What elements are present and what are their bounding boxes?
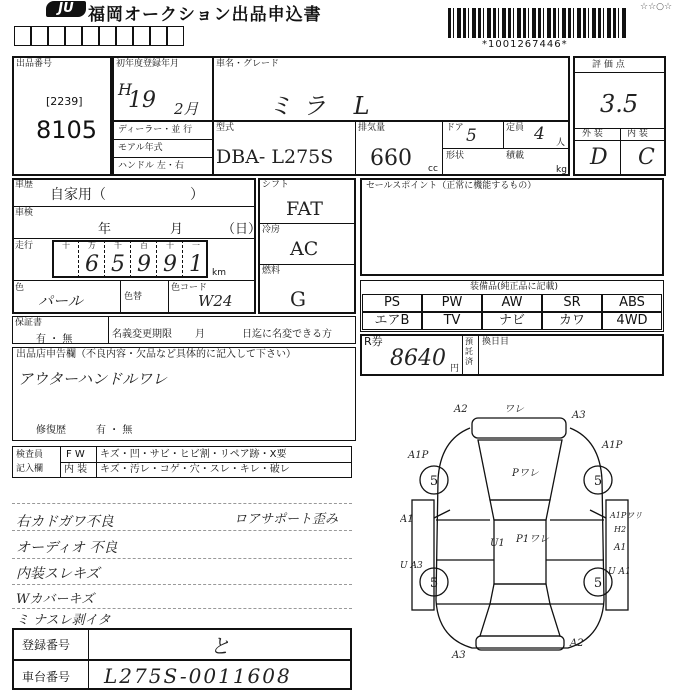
recycle-unit: 円 [450, 364, 460, 374]
color-code-label: 色コード [171, 283, 208, 293]
color-label: 色 [15, 283, 25, 293]
mark-roof: U1 [490, 538, 505, 549]
fuel-label: 燃料 [262, 266, 281, 276]
interior-label: 内 装 [627, 129, 648, 139]
inspector-note-1: 右カドガワ不良 [16, 514, 114, 530]
equipment-item: PW [422, 294, 482, 312]
recycle-value: 8640 [390, 346, 446, 371]
color-code-value: W24 [198, 292, 233, 310]
top-entry-box [14, 26, 31, 46]
first-reg-month: 2月 [174, 100, 199, 118]
capacity-label: 定員 [506, 123, 525, 133]
ac-value: AC [290, 238, 319, 260]
top-entry-box [99, 26, 116, 46]
load-label: 積載 [506, 151, 525, 161]
mileage-digit-label: 十 [62, 241, 70, 250]
capacity-value: 4 [534, 124, 545, 144]
exterior-label: 外 装 [582, 129, 603, 139]
repair-value: 有 ・ 無 [96, 425, 133, 436]
inspection-year: 年 [98, 222, 112, 237]
mileage-digit: 6 [85, 252, 99, 277]
dealer-label: ディーラー・並 行 [118, 125, 193, 135]
auction-logo: JU [46, 1, 86, 17]
shape-label: 形状 [446, 151, 465, 161]
lot-number: 8105 [36, 116, 98, 144]
first-reg-label: 初年度登録年月 [116, 59, 180, 69]
mark-bottom-right: A2 [570, 638, 584, 649]
mark-right-rear: U A1 [608, 567, 631, 577]
car-name-label: 車名・グレード [216, 59, 280, 69]
mark-top-left: A2 [454, 404, 468, 415]
warranty-expiry-label: 名義変更期限 [112, 329, 172, 340]
evaluation-score: 3.5 [600, 90, 639, 118]
mileage-digit: 5 [111, 252, 125, 277]
load-unit: kg [556, 165, 567, 175]
mark-left-side: A1 [400, 514, 414, 525]
report-note: アウターハンドルワレ [18, 370, 168, 388]
equipment-item: TV [422, 312, 482, 330]
equipment-label: 装備品(純正品に記載) [470, 282, 559, 292]
mark-right-front: A1P [602, 440, 623, 451]
mileage-digit-label: 千 [114, 241, 122, 250]
registration-value: と [210, 634, 230, 658]
model-label: 型式 [216, 123, 235, 133]
mileage-digit: 1 [189, 252, 203, 277]
report-label: 出品店申告欄（不良内容・欠品など具体的に記入して下さい） [16, 349, 296, 360]
recycle-deposit-label: 預託済 [465, 337, 473, 366]
inspector-label-1: 検査員 [16, 450, 44, 460]
inspector-note-3: オーディオ 不良 [16, 540, 118, 556]
registration-label: 登録番号 [22, 638, 71, 652]
equipment-item: SR [542, 294, 602, 312]
displacement-unit: cc [428, 164, 438, 174]
mark-hood: Pワレ [512, 468, 539, 479]
inspector-row2-text: キズ・汚レ・コゲ・穴・スレ・キレ・破レ [100, 464, 290, 475]
form-title: 福岡オークション出品申込書 [88, 5, 322, 25]
chassis-label: 車台番号 [22, 670, 71, 684]
mark-left-rear: U A3 [400, 561, 423, 571]
tire-front-right: 5 [593, 474, 603, 489]
displacement-value: 660 [370, 146, 412, 171]
equipment-item: PS [362, 294, 422, 312]
equipment-item: ABS [602, 294, 662, 312]
capacity-unit: 人 [556, 138, 566, 148]
tire-rear-left: 5 [429, 576, 439, 591]
mark-top-center: ワレ [504, 404, 524, 415]
inspector-note-2: ロアサポート歪み [234, 512, 339, 527]
warranty-month: 月 [195, 329, 205, 340]
top-entry-box [65, 26, 82, 46]
top-entry-box [116, 26, 133, 46]
top-entry-box [31, 26, 48, 46]
mark-roof-b: P1ワレ [516, 534, 550, 545]
recycle-transfer-label: 換日目 [482, 337, 510, 347]
model-year-label: モアル年式 [118, 143, 163, 153]
warranty-yes-no: 有 ・ 無 [36, 334, 73, 345]
mark-bottom-left: A3 [452, 650, 466, 661]
mileage-digit: 9 [137, 252, 151, 277]
fuel-value: G [290, 287, 306, 311]
first-reg-era: H [118, 80, 132, 99]
interior-grade: C [638, 145, 655, 170]
top-entry-box [133, 26, 150, 46]
equipment-item: カワ [542, 312, 602, 330]
mark-right-side-c: A1 [614, 543, 627, 553]
usage-value: 自家用（ ） [50, 187, 204, 203]
top-entry-box [150, 26, 167, 46]
top-entry-box [48, 26, 65, 46]
mileage-unit: km [212, 268, 226, 278]
equipment-item: ナビ [482, 312, 542, 330]
tire-rear-right: 5 [593, 576, 603, 591]
inspector-interior: 内 装 [64, 464, 88, 475]
top-entry-box [82, 26, 99, 46]
shift-value: FAT [286, 198, 323, 220]
car-name-value: ミラ L [268, 92, 380, 120]
tire-front-left: 5 [429, 474, 439, 489]
first-reg-year: 19 [128, 88, 156, 113]
mileage-digit-label: 一 [192, 241, 200, 250]
top-entry-box [167, 26, 184, 46]
doors-value: 5 [466, 126, 477, 146]
car-damage-diagram [400, 400, 650, 670]
mark-right-side-a: A1Pワリ [610, 511, 643, 520]
barcode-number: *1001267446* [482, 39, 568, 50]
mark-right-side-b: H2 [614, 525, 627, 534]
inspection-day: （日） [222, 222, 262, 237]
inspection-month: 月 [170, 222, 184, 237]
mark-left-front: A1P [408, 450, 429, 461]
inspector-row1-text: キズ・凹・サビ・ヒビ割・リペア跡・X要 [100, 449, 287, 460]
mileage-digit-label: 十 [166, 241, 174, 250]
recycle-label: R券 [364, 335, 383, 348]
equipment-item: エアB [362, 312, 422, 330]
lot-number-label: 出品番号 [16, 59, 53, 69]
color-value: パール [38, 292, 83, 310]
repair-label: 修復歴 [36, 425, 66, 436]
mileage-digit: 9 [163, 252, 177, 277]
inspector-note-5: Wカバーキズ [16, 592, 95, 607]
warranty-ready-label: 日迄に名変できる方 [242, 329, 332, 340]
doors-label: ドア [446, 123, 464, 133]
mileage-digit-label: 万 [88, 241, 96, 250]
sales-point-box [360, 178, 664, 276]
usage-label: 車歴 [15, 180, 34, 190]
mileage-digit-label: 百 [140, 241, 148, 250]
color-change-label: 色替 [124, 292, 143, 302]
handle-label: ハンドル 左・右 [118, 161, 184, 171]
inspector-label-2: 記入欄 [16, 464, 44, 474]
shift-label: シフト [262, 180, 290, 190]
corner-mark: ☆☆○☆ [640, 2, 673, 12]
equipment-item: 4WD [602, 312, 662, 330]
sales-point-label: セールスポイント（正常に機能するもの） [366, 181, 537, 191]
displacement-label: 排気量 [358, 123, 386, 133]
inspector-note-4: 内装スレキズ [16, 566, 100, 582]
lot-bracket-number: [2239] [46, 95, 83, 108]
equipment-item: AW [482, 294, 542, 312]
warranty-label: 保証書 [15, 318, 43, 328]
evaluation-label: 評 価 点 [592, 60, 625, 70]
exterior-grade: D [590, 145, 608, 170]
ac-label: 冷房 [262, 225, 281, 235]
chassis-value: L275S-0011608 [104, 664, 292, 688]
mark-top-right: A3 [572, 410, 586, 421]
model-value: DBA- L275S [216, 146, 334, 168]
inspector-note-6: ミ ナスレ剥イタ [16, 613, 111, 628]
mileage-label: 走行 [15, 241, 34, 251]
barcode [448, 8, 626, 38]
inspection-label: 車検 [15, 208, 34, 218]
inspector-fw: F W [66, 449, 85, 460]
